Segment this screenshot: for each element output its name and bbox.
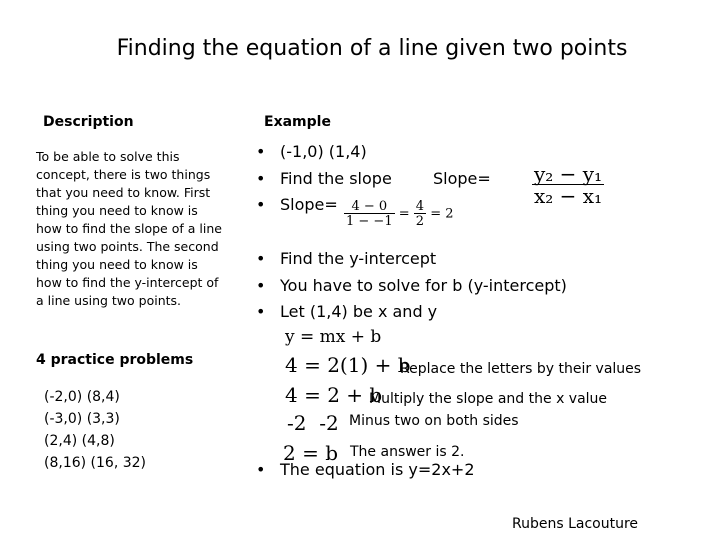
description-text: To be able to solve this concept, there is two things that you need to know. First thing you need to know is how to find the slope of a line using two points. The second thing you need to know is how to find the y-intercept of a line using two points. bbox=[36, 149, 222, 308]
equation-subtract-step: -2 -2 bbox=[287, 411, 339, 435]
bullet-icon: • bbox=[256, 460, 266, 479]
practice-item: (2,4) (4,8) bbox=[44, 433, 115, 449]
bullet-icon: • bbox=[256, 249, 266, 268]
bullet-final-equation bbox=[256, 460, 475, 479]
slope-calc-numerator: 4 − 0 bbox=[351, 199, 388, 214]
slope-calc-label: Slope= bbox=[280, 195, 338, 214]
bullet-icon: • bbox=[256, 302, 266, 321]
equation-result: 2 = b bbox=[283, 441, 338, 465]
slope-calc-numerator-2: 4 bbox=[415, 199, 425, 214]
bullet-points bbox=[256, 142, 367, 161]
slope-calc-denominator: 1 − −1 bbox=[346, 214, 393, 229]
slope-calc-result: = 2 bbox=[430, 206, 454, 222]
example-header: Example bbox=[264, 114, 331, 130]
bullet-solve-b bbox=[256, 276, 567, 295]
bullet-let-xy bbox=[256, 302, 437, 321]
bullet-find-slope bbox=[256, 169, 392, 188]
slope-formula bbox=[532, 164, 604, 206]
note-multiply: Multiply the slope and the x value bbox=[369, 391, 608, 407]
author-name: Rubens Lacouture bbox=[512, 516, 639, 532]
practice-item: (-2,0) (8,4) bbox=[44, 389, 120, 405]
note-replace-letters: Replace the letters by their values bbox=[400, 361, 642, 377]
note-minus-two: Minus two on both sides bbox=[349, 413, 519, 429]
bullet-icon: • bbox=[256, 195, 266, 214]
slope-calc-denominator-2: 2 bbox=[415, 214, 425, 229]
slope-label: Slope= bbox=[433, 169, 491, 188]
solve-b-text: You have to solve for b (y-intercept) bbox=[280, 276, 567, 295]
slope-formula-numerator: y₂ − y₁ bbox=[534, 162, 603, 186]
practice-heading: 4 practice problems bbox=[36, 352, 194, 368]
final-equation-text: The equation is y=2x+2 bbox=[280, 460, 475, 479]
bullet-find-intercept bbox=[256, 249, 436, 268]
page-title: Finding the equation of a line given two points bbox=[116, 36, 628, 61]
note-answer: The answer is 2. bbox=[350, 444, 465, 460]
equation-multiplied: 4 = 2 + b bbox=[285, 383, 383, 407]
bullet-icon: • bbox=[256, 276, 266, 295]
bullet-slope-calc bbox=[256, 195, 338, 214]
let-xy-text: Let (1,4) be x and y bbox=[280, 302, 438, 321]
description-header: Description bbox=[43, 114, 134, 130]
equation-substituted: 4 = 2(1) + b bbox=[285, 353, 411, 377]
slope-calculation bbox=[344, 200, 454, 228]
bullet-icon: • bbox=[256, 169, 266, 188]
equation-general-form: y = mx + b bbox=[285, 327, 382, 347]
slope-calc-equals: = bbox=[398, 206, 410, 222]
find-intercept-text: Find the y-intercept bbox=[280, 249, 437, 268]
find-slope-text: Find the slope bbox=[280, 169, 392, 188]
slope-formula-denominator: x₂ − x₁ bbox=[534, 184, 603, 208]
practice-item: (8,16) (16, 32) bbox=[44, 455, 146, 471]
bullet-icon: • bbox=[256, 142, 266, 161]
practice-item: (-3,0) (3,3) bbox=[44, 411, 120, 427]
points-text: (-1,0) (1,4) bbox=[280, 142, 367, 161]
